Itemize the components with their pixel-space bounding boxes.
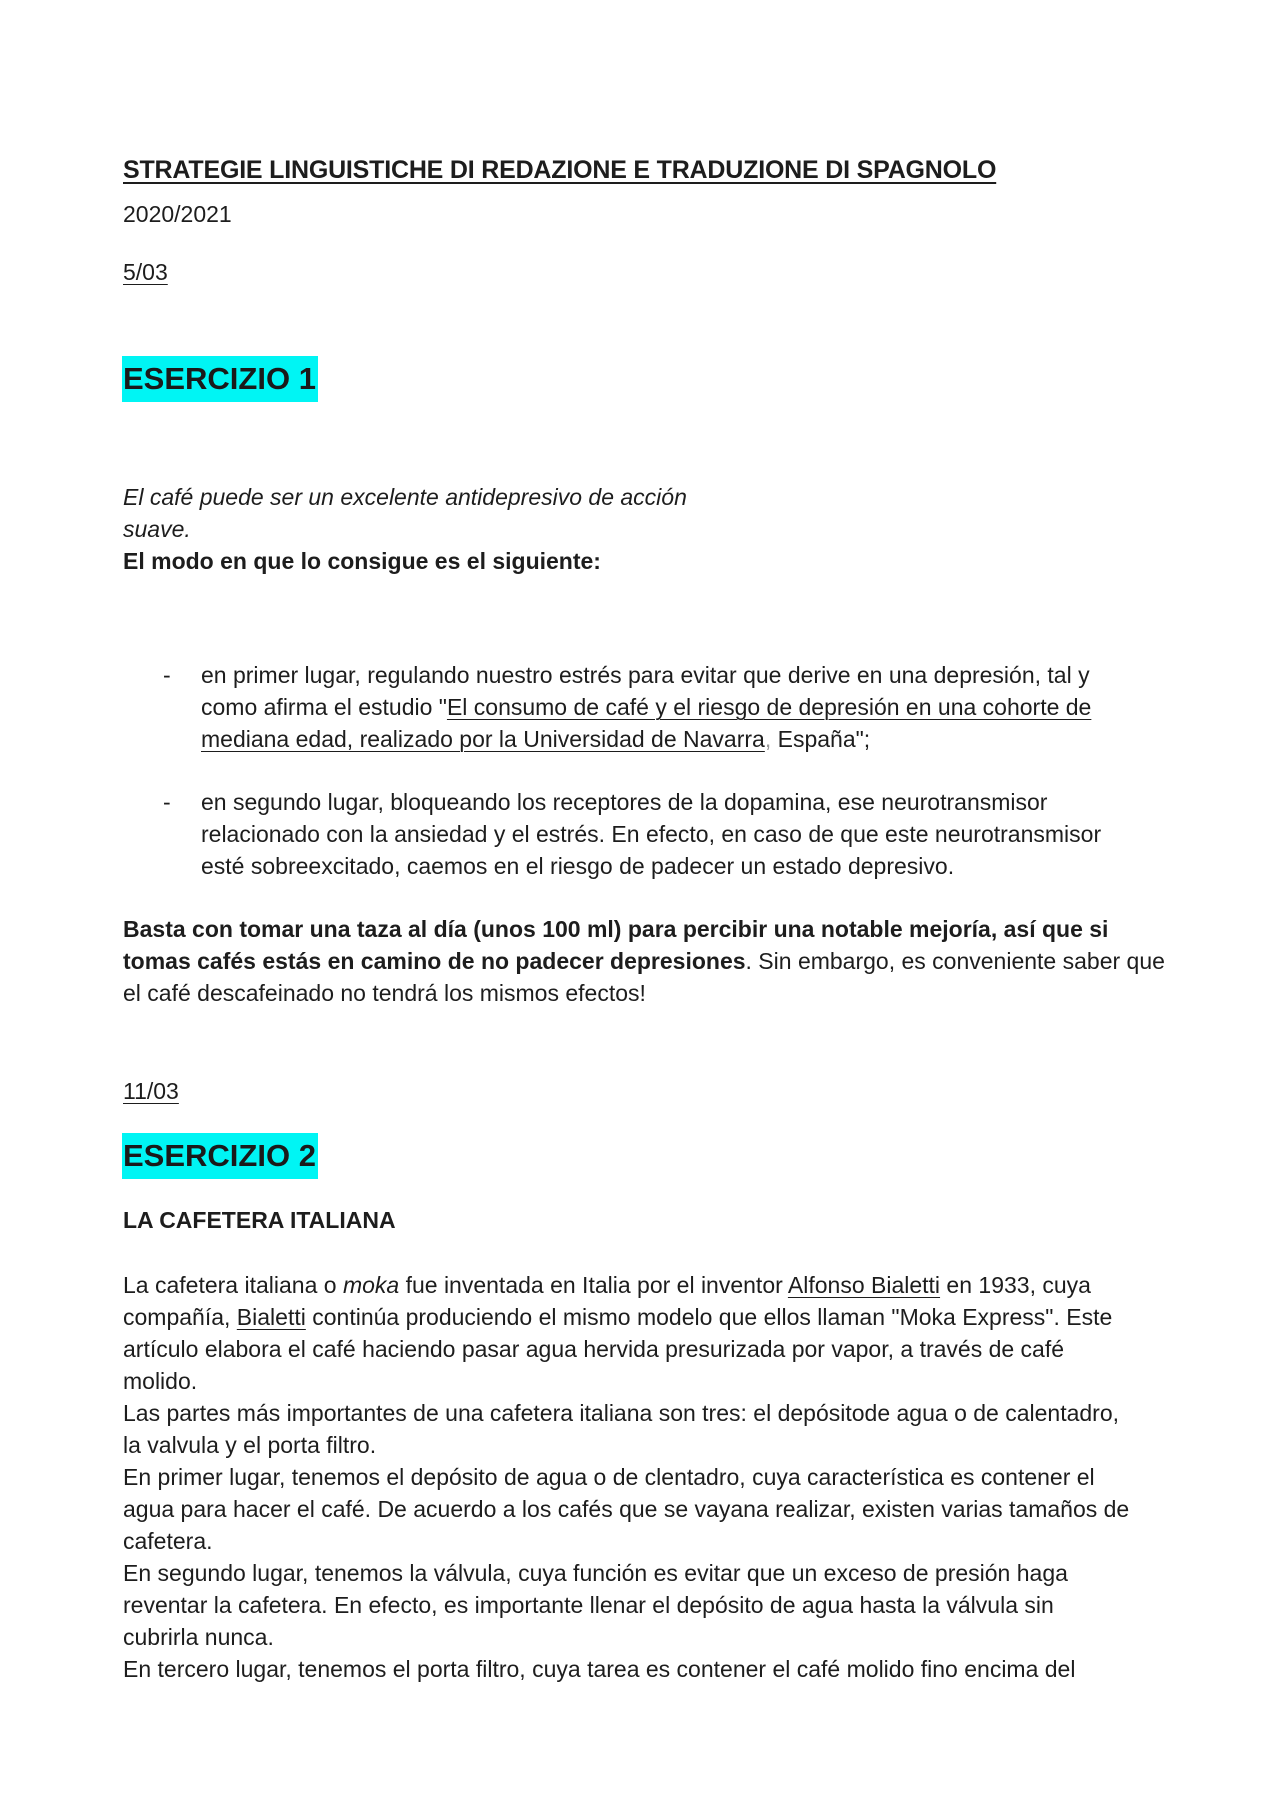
academic-year: 2020/2021 [123,201,232,227]
section-subtitle: LA CAFETERA ITALIANA [123,1207,396,1233]
text-span: en 1933, cuya [940,1272,1091,1298]
date-label-1: 5/03 [123,259,168,285]
text-span: compañía, [123,1304,237,1330]
bullet-1-line-2 [201,691,1091,723]
bullet-2-line-1: en segundo lugar, bloqueando los receptores de la dopamina, ese neurotransmisor [201,789,1048,815]
bialetti-link[interactable]: Bialetti [236,1304,306,1330]
text-span: La cafetera italiana o [123,1272,343,1298]
date-label-2: 11/03 [123,1078,179,1104]
conclusion-line-1: Basta con tomar una taza al día (unos 100 ml) para percibir una notable mejoría, así que si [123,916,1109,942]
conclusion-regular-part: . Sin embargo, es conveniente saber que [745,948,1165,974]
bullet-1-post-text: España"; [771,726,871,752]
bullet-marker-2: - [163,789,171,815]
conclusion-line-2 [123,945,1165,977]
paragraph-line-6: la valvula y el porta filtro. [123,1432,377,1458]
paragraph-line-5: Las partes más importantes de una cafetera italiana son tres: el depósitode agua o de calentadro, [123,1400,1120,1426]
exercise-2-heading [122,1133,318,1179]
alfonso-bialetti-link[interactable]: Alfonso Bialetti [787,1272,941,1298]
paragraph-line-7: En primer lugar, tenemos el depósito de agua o de clentadro, cuya característica es contener el [123,1464,1095,1490]
bold-intro: El modo en que lo consigue es el siguiente: [123,548,601,574]
paragraph-line-4: molido. [123,1368,198,1394]
bullet-2-line-2: relacionado con la ansiedad y el estrés. En efecto, en caso de que este neurotransmisor [201,821,1102,847]
exercise-1-heading-text: ESERCIZIO 1 [122,356,318,402]
study-link-part-2[interactable]: mediana edad, realizado por la Universidad de Navarra [201,726,765,752]
document-title: STRATEGIE LINGUISTICHE DI REDAZIONE E TRADUZIONE DI SPAGNOLO [123,156,997,184]
paragraph-line-13: En tercero lugar, tenemos el porta filtro, cuya tarea es contener el café molido fino encima del [123,1656,1076,1682]
faint-comma: , [764,726,772,752]
bullet-marker-1: - [163,662,171,688]
italic-line-2: suave. [123,516,191,542]
paragraph-line-8: agua para hacer el café. De acuerdo a los cafés que se vayana realizar, existen varias tamaños de [123,1496,1130,1522]
paragraph-line-3: artículo elabora el café haciendo pasar agua hervida presurizada por vapor, a través de café [123,1336,1065,1362]
bullet-1-line-1: en primer lugar, regulando nuestro estrés para evitar que derive en una depresión, tal y [201,662,1090,688]
paragraph-line-11: reventar la cafetera. En efecto, es importante llenar el depósito de agua hasta la válvula sin [123,1592,1054,1618]
bullet-1-line-3 [201,723,870,755]
bullet-1-pre-text: como afirma el estudio " [201,694,447,720]
bullet-2-line-3: esté sobreexcitado, caemos en el riesgo de padecer un estado depresivo. [201,853,955,879]
paragraph-line-12: cubrirla nunca. [123,1624,274,1650]
italic-line-1: El café puede ser un excelente antidepresivo de acción [123,484,687,510]
moka-word: moka [342,1272,400,1298]
conclusion-bold-part: tomas cafés estás en camino de no padecer depresiones [123,948,746,974]
paragraph-line-10: En segundo lugar, tenemos la válvula, cuya función es evitar que un exceso de presión haga [123,1560,1068,1586]
paragraph-line-1 [123,1269,1091,1301]
conclusion-line-3: el café descafeinado no tendrá los mismos efectos! [123,980,646,1006]
text-span: fue inventada en Italia por el inventor [399,1272,788,1298]
exercise-1-heading [122,356,318,402]
exercise-2-heading-text: ESERCIZIO 2 [122,1133,318,1179]
paragraph-line-2 [123,1301,1112,1333]
text-span: continúa produciendo el mismo modelo que ellos llaman "Moka Express". Este [305,1304,1113,1330]
study-link-part-1[interactable]: El consumo de café y el riesgo de depresión en una cohorte de [446,694,1092,720]
paragraph-line-9: cafetera. [123,1528,213,1554]
